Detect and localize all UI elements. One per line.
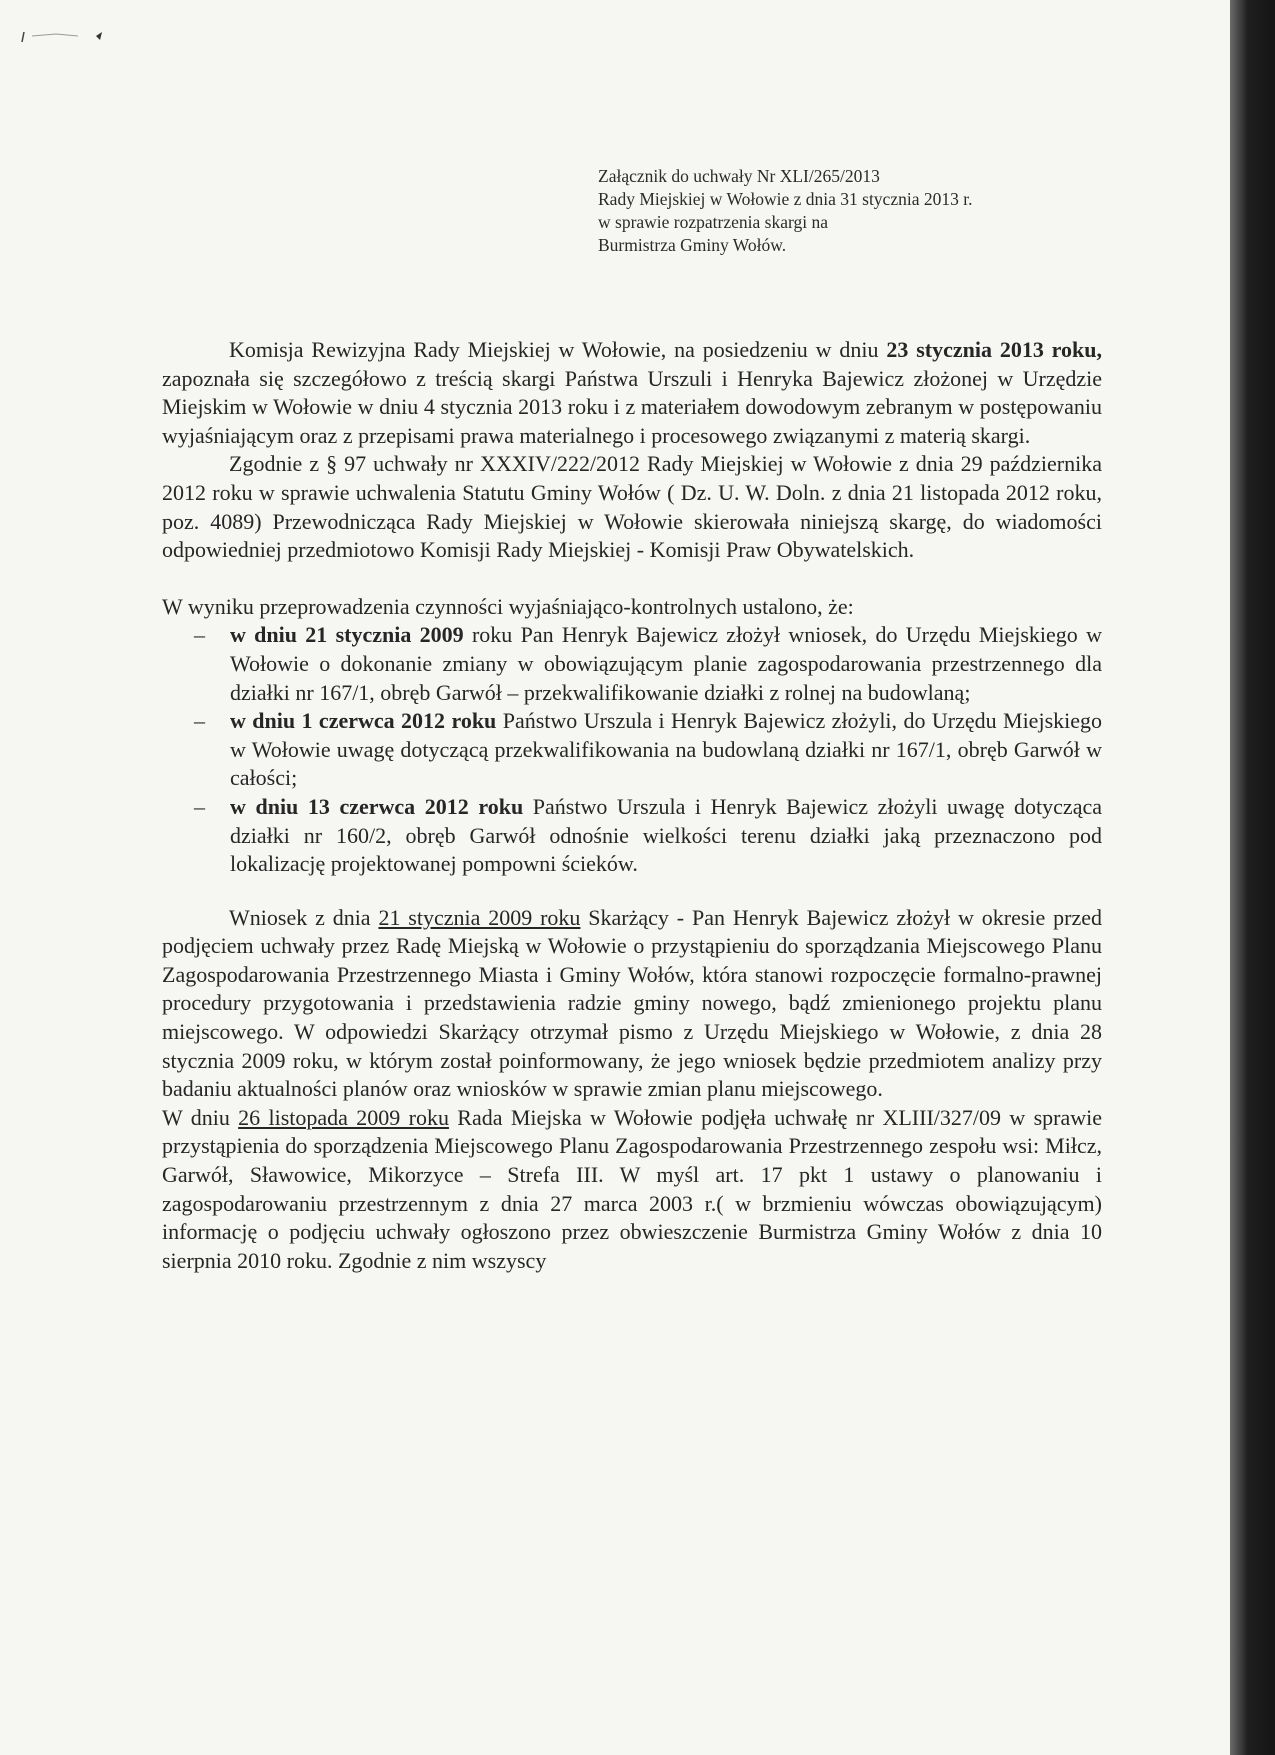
findings-intro: W wyniku przeprowadzenia czynności wyjaśniająco-kontrolnych ustalono, że: [162,593,854,619]
dash-bullet: – [194,622,205,648]
header-line: Załącznik do uchwały Nr XLI/265/2013 [598,166,880,186]
header-line: w sprawie rozpatrzenia skargi na [598,212,828,232]
list-item: – w dniu 1 czerwca 2012 roku Państwo Urszula i Henryk Bajewicz złożyli, do Urzędu Miejskiego w Wołowie uwagę dotyczącą przekwalifikowania na budowlaną działki nr 167/1, obręb Garwół w całości; [194,708,1103,791]
scan-mark-icon [18,18,128,48]
paragraph-commission-review: Komisja Rewizyjna Rady Miejskiej w Wołowie, na posiedzeniu w dniu 23 stycznia 2013 roku, zapoznała się szczegółowo z treścią skargi Państwa Urszuli i Henryka Bajewicz złożonej w Urzędzie Miejskim w Wołowie w dniu 4 stycznia 2013 roku i z materiałem dowodowym zebranym w postępowaniu wyjaśniającym oraz z przepisami prawa materialnego i procesowego związanymi z materią skargi. [162,337,1103,448]
document-body [162,336,1102,1275]
dash-bullet: – [194,708,205,734]
paragraph-statute-reference: Zgodnie z § 97 uchwały nr XXXIV/222/2012 Rady Miejskiej w Wołowie z dnia 29 października 2012 roku w sprawie uchwalenia Statutu Gminy Wołów ( Dz. U. W. Doln. z dnia 21 listopada 2012 roku, poz. 4089) Przewodnicząca Rady Miejskiej w Wołowie skierowała niniejszą skargę, do wiadomości odpowiedniej przedmiotowo Komisji Rady Miejskiej - Komisji Praw Obywatelskich. [162,451,1102,563]
findings-list [162,621,1102,878]
header-line: Rady Miejskiej w Wołowie z dnia 31 stycznia 2013 r. [598,189,973,209]
dash-bullet: – [194,793,205,819]
list-item: – w dniu 13 czerwca 2012 roku Państwo Urszula i Henryk Bajewicz złożyli uwagę dotycząca działki nr 160/2, obręb Garwół odnośnie wielkości terenu działki jaką przeznaczono pod lokalizację projektowanej pompowni ścieków. [194,793,1102,877]
list-item: – w dniu 21 stycznia 2009 roku Pan Henryk Bajewicz złożył wniosek, do Urzędu Miejskiego w Wołowie o dokonanie zmiany w obowiązującym planie zagospodarowania przestrzennego dla działki nr 167/1, obręb Garwół – przekwalifikowanie działki z rolnej na budowlaną; [194,622,1102,705]
paragraph-application-2009: Wniosek z dnia 21 stycznia 2009 roku Skarżący - Pan Henryk Bajewicz złożył w okresie przed podjęciem uchwały przez Radę Miejską w Wołowie o przystąpieniu do sporządzania Miejscowego Planu Zagospodarowania Przestrzennego Miasta i Gminy Wołów, która stanowi rozpoczęcie formalno-prawnej procedury przygotowania i przedstawienia radzie gminy nowego, bądź zmienionego projektu planu miejscowego. W odpowiedzi Skarżący otrzymał pismo z Urzędu Miejskiego w Wołowie, z dnia 28 stycznia 2009 roku, w którym został poinformowany, że jego wniosek będzie przedmiotem analizy przy badaniu aktualności planów oraz wniosków w sprawie zmian planu miejscowego. [162,904,1102,1102]
scanner-edge [1230,0,1275,1755]
paragraph-resolution-2009: W dniu 26 listopada 2009 roku Rada Miejska w Wołowie podjęła uchwałę nr XLIII/327/09 w sprawie przystąpienia do sporządzenia Miejscowego Planu Zagospodarowania Przestrzennego zespołu wsi: Miłcz, Garwół, Sławowice, Mikorzyce – Strefa III. W myśl art. 17 pkt 1 ustawy o planowaniu i zagospodarowaniu przestrzennym z dnia 27 marca 2003 r.( w brzmieniu wówczas obowiązującym) informację o podjęciu uchwały ogłoszono przez obwieszczenie Burmistrza Gminy Wołów z dnia 10 sierpnia 2010 roku. Zgodnie z nim wszyscy [162,1104,1102,1273]
header-line: Burmistrza Gminy Wołów. [598,235,787,255]
attachment-header [598,165,972,257]
